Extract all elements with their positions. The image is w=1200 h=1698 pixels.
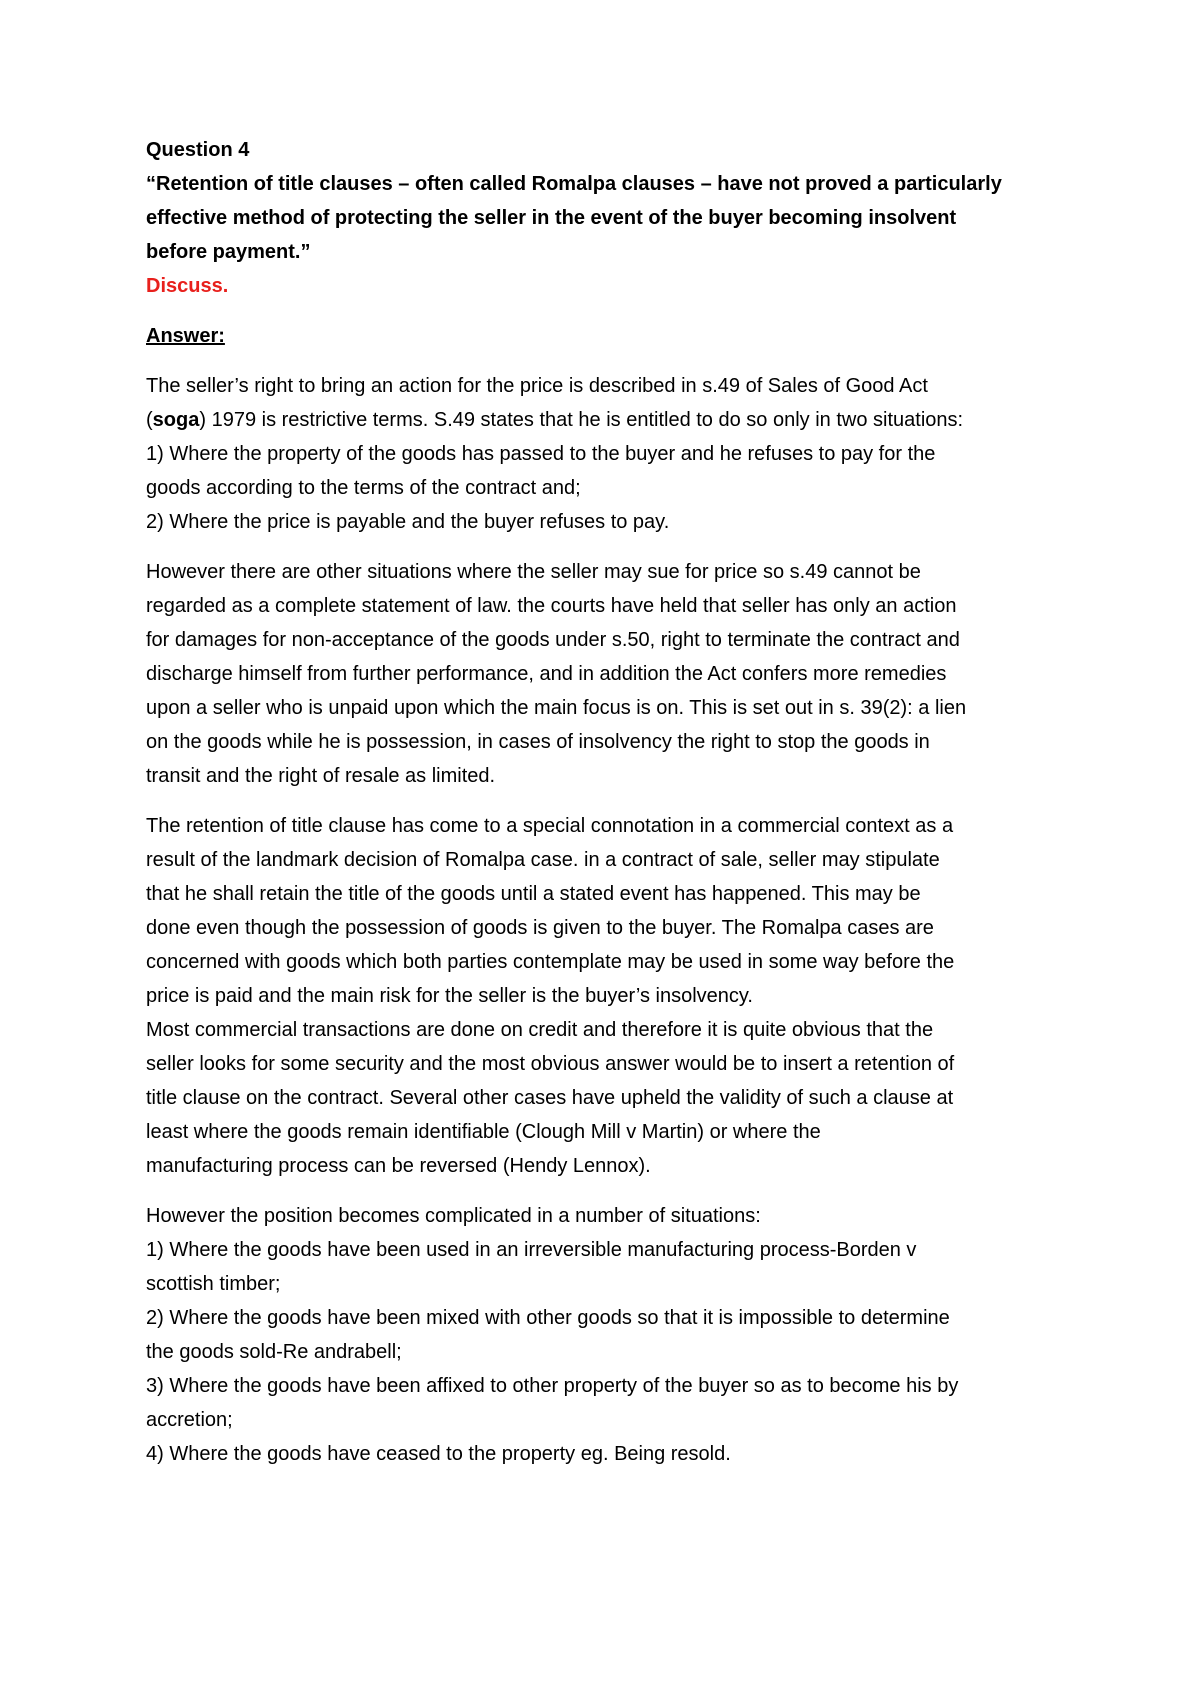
paragraph-line: The retention of title clause has come to a special connotation in a commercial context as a bbox=[146, 815, 954, 837]
question-quote-line: effective method of protecting the seller in the event of the buyer becoming insolvent bbox=[146, 207, 957, 229]
question-title: Question 4 bbox=[146, 139, 250, 161]
paragraph-line: price is paid and the main risk for the seller is the buyer’s insolvency. bbox=[146, 985, 753, 1007]
paragraph-4 bbox=[146, 1199, 1076, 1471]
paragraph-line: the goods sold-Re andrabell; bbox=[146, 1341, 402, 1363]
paragraph-line: seller looks for some security and the most obvious answer would be to insert a retention of bbox=[146, 1053, 955, 1075]
document-page bbox=[146, 133, 1076, 1471]
text-run: ( bbox=[146, 409, 153, 431]
paragraph-line: 1) Where the goods have been used in an irreversible manufacturing process-Borden v bbox=[146, 1239, 917, 1261]
paragraph-line: 2) Where the price is payable and the buyer refuses to pay. bbox=[146, 511, 670, 533]
question-quote-line: before payment.” bbox=[146, 241, 311, 263]
answer-heading: Answer: bbox=[146, 325, 225, 347]
paragraph-line: scottish timber; bbox=[146, 1273, 281, 1295]
paragraph-line: result of the landmark decision of Romalpa case. in a contract of sale, seller may stipulate bbox=[146, 849, 940, 871]
paragraph-line: regarded as a complete statement of law. the courts have held that seller has only an action bbox=[146, 595, 957, 617]
paragraph-line: 4) Where the goods have ceased to the property eg. Being resold. bbox=[146, 1443, 731, 1465]
paragraph-line: upon a seller who is unpaid upon which the main focus is on. This is set out in s. 39(2): a lien bbox=[146, 697, 967, 719]
soga-abbreviation: soga bbox=[152, 409, 200, 431]
paragraph-line: goods according to the terms of the contract and; bbox=[146, 477, 581, 499]
paragraph-3 bbox=[146, 809, 1076, 1183]
paragraph-line: discharge himself from further performance, and in addition the Act confers more remedies bbox=[146, 663, 947, 685]
paragraph-line: However there are other situations where the seller may sue for price so s.49 cannot be bbox=[146, 561, 921, 583]
paragraph-line: least where the goods remain identifiable (Clough Mill v Martin) or where the bbox=[146, 1121, 821, 1143]
paragraph-line: concerned with goods which both parties contemplate may be used in some way before the bbox=[146, 951, 955, 973]
paragraph-1 bbox=[146, 369, 1076, 539]
paragraph-line: Most commercial transactions are done on credit and therefore it is quite obvious that the bbox=[146, 1019, 934, 1041]
paragraph-line: 1) Where the property of the goods has passed to the buyer and he refuses to pay for the bbox=[146, 443, 936, 465]
text-run: ) 1979 is restrictive terms. S.49 states that he is entitled to do so only in two situations: bbox=[199, 409, 964, 431]
paragraph-line: 2) Where the goods have been mixed with other goods so that it is impossible to determine bbox=[146, 1307, 950, 1329]
paragraph-line: transit and the right of resale as limited. bbox=[146, 765, 496, 787]
paragraph-line: accretion; bbox=[146, 1409, 233, 1431]
question-instruction: Discuss. bbox=[146, 275, 229, 297]
paragraph-line: 3) Where the goods have been affixed to other property of the buyer so as to become his by bbox=[146, 1375, 959, 1397]
question-quote-line: “Retention of title clauses – often called Romalpa clauses – have not proved a particularly bbox=[146, 173, 1002, 195]
paragraph-line bbox=[146, 403, 1076, 437]
question-block bbox=[146, 133, 1076, 303]
paragraph-line: manufacturing process can be reversed (Hendy Lennox). bbox=[146, 1155, 651, 1177]
paragraph-line: title clause on the contract. Several other cases have upheld the validity of such a clause at bbox=[146, 1087, 954, 1109]
paragraph-line: on the goods while he is possession, in cases of insolvency the right to stop the goods in bbox=[146, 731, 930, 753]
paragraph-line: The seller’s right to bring an action for the price is described in s.49 of Sales of Good Act bbox=[146, 375, 928, 397]
paragraph-2 bbox=[146, 555, 1076, 793]
paragraph-line: done even though the possession of goods is given to the buyer. The Romalpa cases are bbox=[146, 917, 934, 939]
paragraph-line: for damages for non-acceptance of the goods under s.50, right to terminate the contract and bbox=[146, 629, 960, 651]
paragraph-line: However the position becomes complicated in a number of situations: bbox=[146, 1205, 761, 1227]
paragraph-line: that he shall retain the title of the goods until a stated event has happened. This may be bbox=[146, 883, 921, 905]
